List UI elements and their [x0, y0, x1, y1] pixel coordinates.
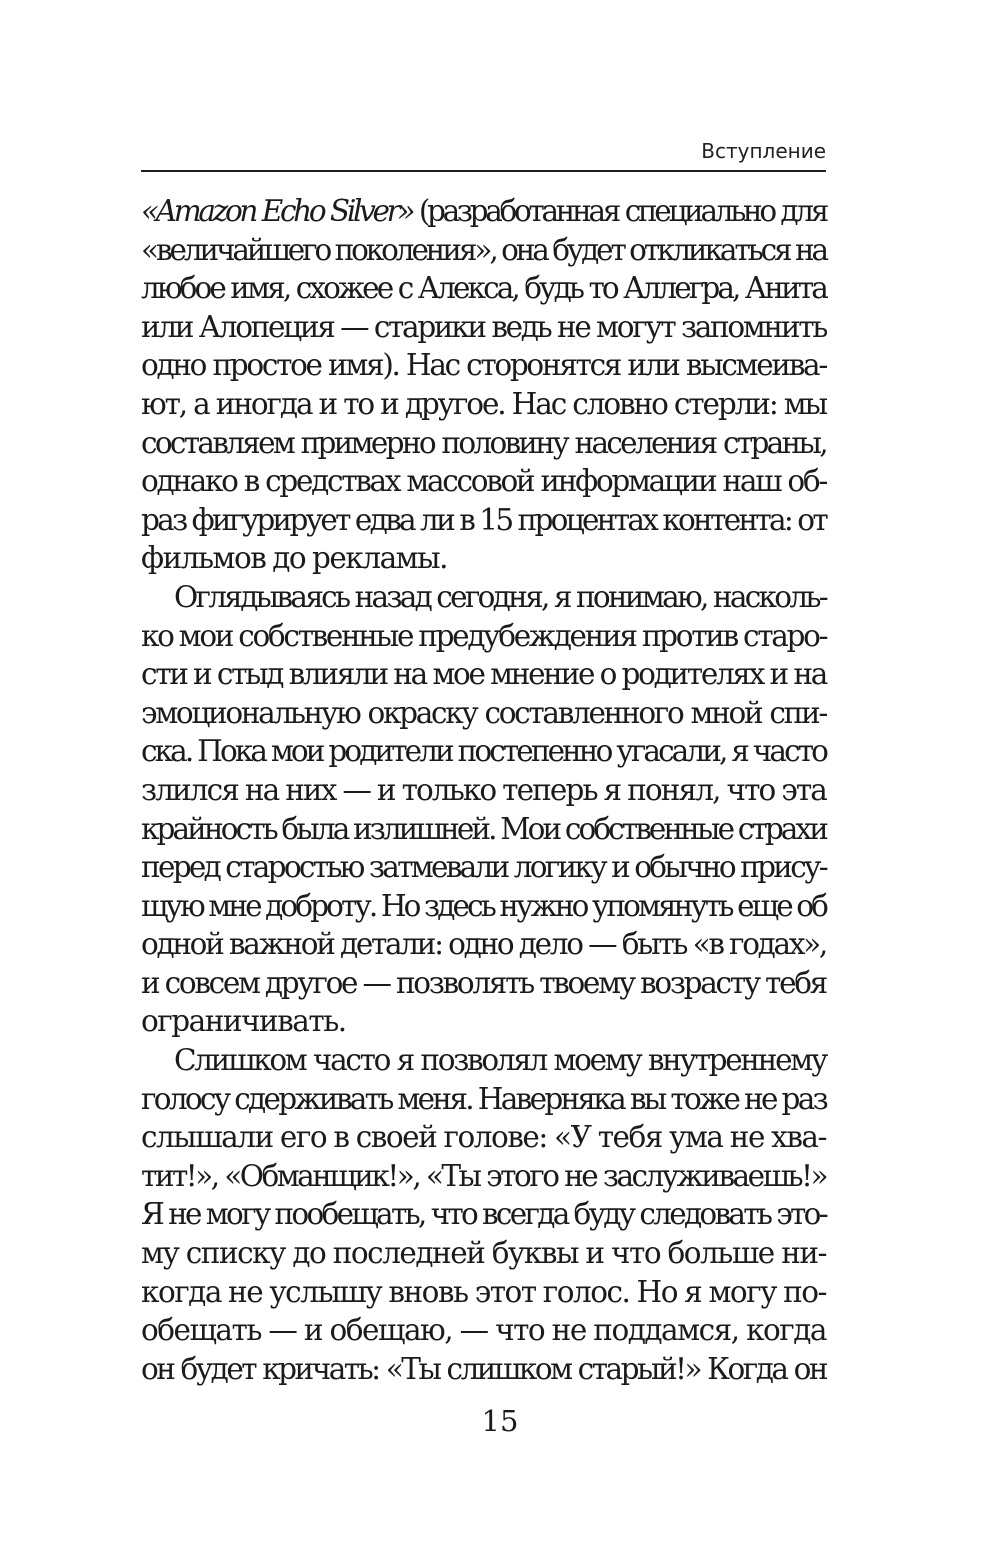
text-line: когда не услышу вновь этот голос. Но я могу по- [141, 1274, 826, 1309]
chapter-title: Вступление [701, 139, 826, 163]
text-line: он будет кричать: «Ты слишком старый!» Когда он [141, 1351, 826, 1386]
text-line: обещать — и обещаю, — что не поддамся, когда [141, 1313, 826, 1348]
text-line: «Amazon Echo Silver» (разработанная специально для [141, 194, 827, 228]
text-line: перед старостью затмевали логику и обычно прису- [141, 850, 826, 885]
text-line: Оглядываясь назад сегодня, я понимаю, насколь- [174, 579, 826, 614]
text-line: ко мои собственные предубеждения против старо- [141, 618, 827, 653]
text-line: ют, а иногда и то и другое. Нас словно стерли: мы [141, 386, 826, 421]
text-line: щую мне доброту. Но здесь нужно упомянуть еще об [141, 888, 826, 923]
text-line: Слишком часто я позволял моему внутреннему [174, 1043, 826, 1078]
text-line: тит!», «Обманщик!», «Ты этого не заслуживаешь!» [141, 1158, 826, 1193]
running-head [141, 137, 826, 172]
text-line: одно простое имя). Нас сторонятся или высмеива- [141, 348, 826, 383]
text-line: одной важной детали: одно дело — быть «в годах», [141, 927, 826, 962]
paragraph [141, 192, 826, 578]
text-line: составляем примерно половину населения страны, [141, 425, 826, 460]
text-line: фильмов до рекламы. [141, 541, 447, 576]
text-line: му списку до последней буквы и что больше ни- [141, 1236, 826, 1271]
body-text [141, 192, 826, 1388]
text-line: крайность была излишней. Мои собственные страхи [141, 811, 826, 846]
text-line: раз фигурирует едва ли в 15 процентах контента: от [141, 502, 826, 537]
text-line: и совсем другое — позволять твоему возрасту тебя [141, 965, 826, 1000]
text-line: любое имя, схожее с Алекса, будь то Аллегра, Анита [141, 271, 826, 306]
text-line: «величайшего поколения», она будет откликаться на [141, 232, 826, 267]
text-line: или Алопеция — старики ведь не могут запомнить [141, 309, 826, 344]
text-line: ограничивать. [141, 1004, 346, 1039]
paragraph [141, 578, 826, 1041]
text-line: сти и стыд влияли на мое мнение о родителях и на [141, 657, 826, 692]
italic-product-name: «Amazon Echo Silver» [141, 194, 413, 228]
text-line: Я не могу пообещать, что всегда буду следовать это- [141, 1197, 826, 1232]
text-line: однако в средствах массовой информации наш об- [141, 464, 826, 499]
paragraph [141, 1041, 826, 1388]
text-line: ска. Пока мои родители постепенно угасали, я часто [141, 734, 826, 769]
page-number: 15 [481, 1404, 519, 1438]
text-line: злился на них — и только теперь я понял, что эта [141, 772, 826, 807]
text-line: слышали его в своей голове: «У тебя ума не хва- [141, 1120, 826, 1155]
text-line: голосу сдерживать меня. Наверняка вы тоже не раз [141, 1081, 826, 1116]
text-line: эмоциональную окраску составленного мной спи- [141, 695, 826, 730]
